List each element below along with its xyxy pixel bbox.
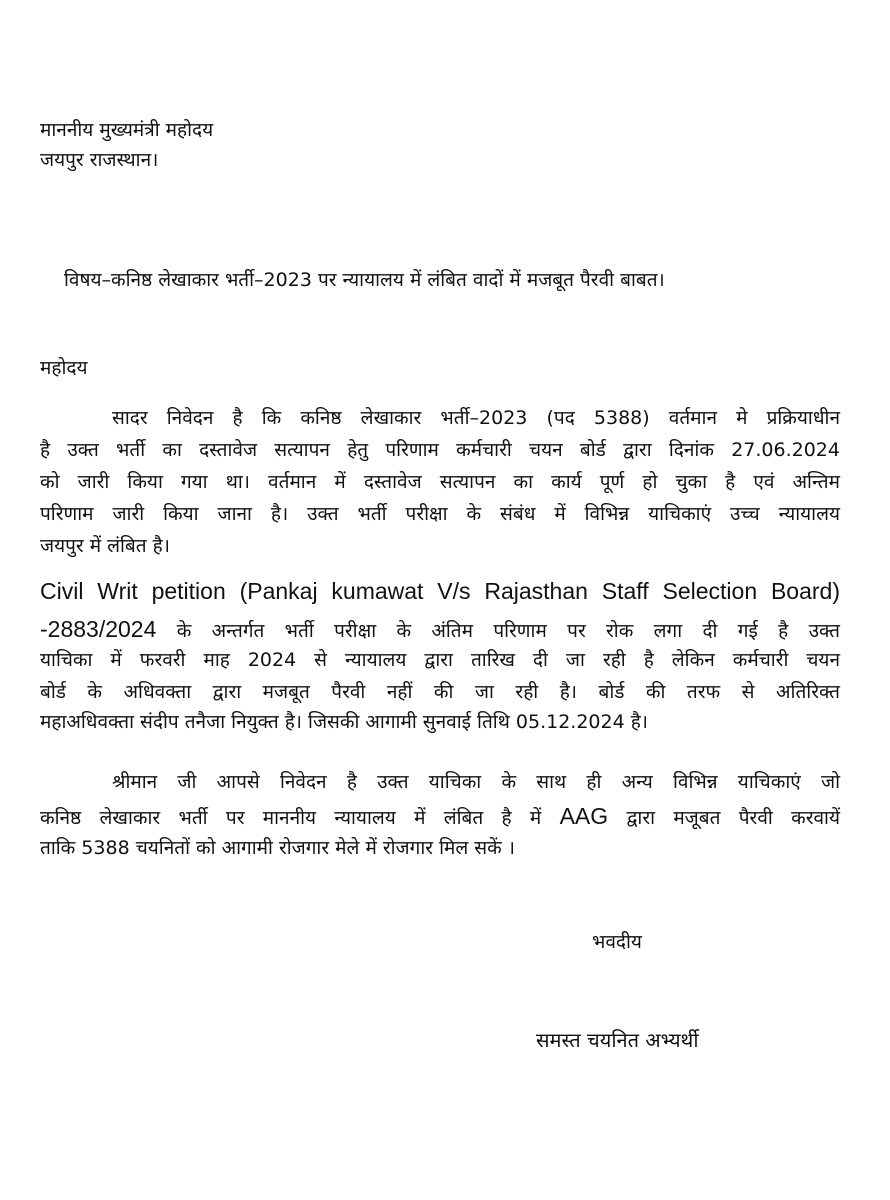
para2-line-4: बोर्ड के अधिवक्ता द्वारा मजबूत पैरवी नहीं की जा रही है। बोर्ड की तरफ से अतिरिक्त (40, 681, 840, 703)
addressee-line-2: जयपुर राजस्थान। (40, 149, 159, 171)
para1-line-4: परिणाम जारी किया जाना है। उक्त भर्ती परीक्षा के संबंध में विभिन्न याचिकाएं उच्च न्यायालय (40, 503, 840, 525)
signature: समस्त चयनित अभ्यर्थी (536, 1028, 699, 1052)
para3-line-3: ताकि 5388 चयनितों को आगामी रोजगार मेले में रोजगार मिल सकें । (40, 837, 515, 859)
subject-line: विषय–कनिष्ठ लेखाकार भर्ती–2023 पर न्यायालय में लंबित वादों में मजबूत पैरवी बाबत। (64, 269, 665, 291)
para2-line-1: Civil Writ petition (Pankaj kumawat V/s Rajasthan Staff Selection Board) (40, 578, 840, 604)
para3-line-2-pre: कनिष्ठ लेखाकार भर्ती पर माननीय न्यायालय में लंबित है में (40, 807, 560, 829)
para1-line-5: जयपुर में लंबित है। (40, 535, 170, 557)
para1-line-3: को जारी किया गया था। वर्तमान में दस्तावेज सत्यापन का कार्य पूर्ण हो चुका है एवं अन्तिम (40, 471, 840, 493)
closing: भवदीय (592, 931, 642, 953)
para2-line-2 (40, 614, 840, 646)
case-number: -2883/2024 (40, 616, 157, 642)
aag-label: AAG (559, 803, 609, 829)
salutation: महोदय (40, 357, 88, 379)
para3-line-2 (40, 802, 840, 832)
para1-line-2: है उक्त भर्ती का दस्तावेज सत्यापन हेतु परिणाम कर्मचारी चयन बोर्ड द्वारा दिनांक 27.06.2024 (40, 439, 840, 461)
para3-line-1: श्रीमान जी आपसे निवेदन है उक्त याचिका के साथ ही अन्य विभिन्न याचिकाएं जो (112, 771, 840, 793)
para2-line-5: महाअधिवक्ता संदीप तनैजा नियुक्त है। जिसकी आगामी सुनवाई तिथि 05.12.2024 है। (40, 711, 649, 733)
para3-line-2-post: द्वारा मजूबत पैरवी करवायें (608, 807, 840, 829)
addressee-line-1: माननीय मुख्यमंत्री महोदय (40, 119, 214, 141)
para2-line-3: याचिका में फरवरी माह 2024 से न्यायालय द्वारा तारिख दी जा रही है लेकिन कर्मचारी चयन (40, 649, 840, 671)
para1-line-1: सादर निवेदन है कि कनिष्ठ लेखाकार भर्ती–2023 (पद 5388) वर्तमान मे प्रक्रियाधीन (112, 407, 840, 429)
para2-line-2-text: के अन्तर्गत भर्ती परीक्षा के अंतिम परिणाम पर रोक लगा दी गई है उक्त (156, 620, 840, 642)
